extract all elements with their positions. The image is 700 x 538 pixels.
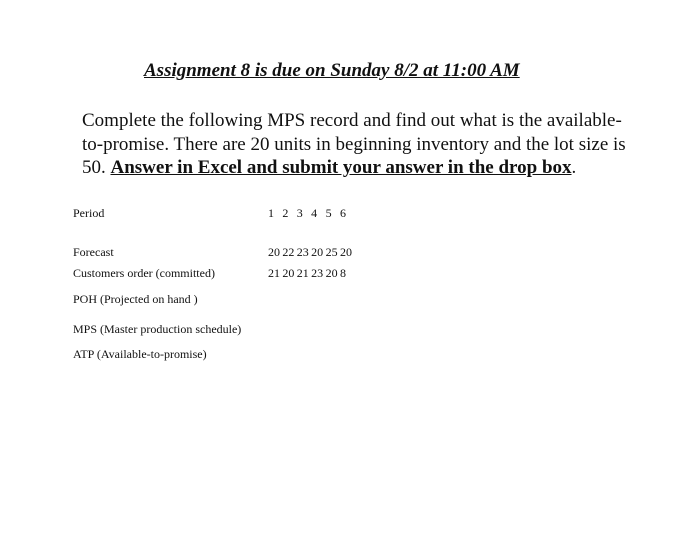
- forecast-cell: 20: [268, 245, 280, 259]
- forecast-cell: 20: [311, 245, 324, 259]
- forecast-cell: 22: [282, 245, 295, 259]
- customer-order-cell: 21: [268, 266, 280, 280]
- period-cell: 3: [296, 206, 303, 220]
- customer-order-cell: 8: [339, 266, 346, 280]
- trailing-period: .: [571, 157, 577, 178]
- period-cell: 6: [339, 206, 346, 220]
- poh-label: POH (Projected on hand ): [73, 292, 198, 306]
- customer-order-cell: 20: [325, 266, 338, 280]
- atp-label: ATP (Available-to-promise): [73, 347, 207, 361]
- forecast-cell: 25: [325, 245, 338, 259]
- instructions-text: Complete the following MPS record and find out what is the available-to-promise. There are 20 units in beginning inventory and the lot size is 50.: [82, 110, 626, 178]
- forecast-values: [268, 245, 354, 260]
- period-cell: 5: [325, 206, 332, 220]
- submission-instruction: Answer in Excel and submit your answer in the drop box: [110, 157, 572, 178]
- forecast-cell: 23: [296, 245, 309, 259]
- period-cell: 4: [311, 206, 318, 220]
- customer-orders-values: [268, 266, 348, 281]
- period-cell: 1: [268, 206, 274, 220]
- instructions-paragraph: [82, 109, 642, 180]
- customer-order-cell: 20: [282, 266, 295, 280]
- forecast-label: Forecast: [73, 245, 114, 259]
- period-label: Period: [73, 206, 105, 220]
- assignment-heading: Assignment 8 is due on Sunday 8/2 at 11:00 AM: [144, 60, 520, 81]
- customer-orders-label: Customers order (committed): [73, 266, 215, 280]
- forecast-cell: 20: [339, 245, 352, 259]
- period-values: [268, 206, 354, 221]
- mps-label: MPS (Master production schedule): [73, 322, 242, 336]
- customer-order-cell: 21: [296, 266, 309, 280]
- period-cell: 2: [282, 206, 289, 220]
- customer-order-cell: 23: [311, 266, 324, 280]
